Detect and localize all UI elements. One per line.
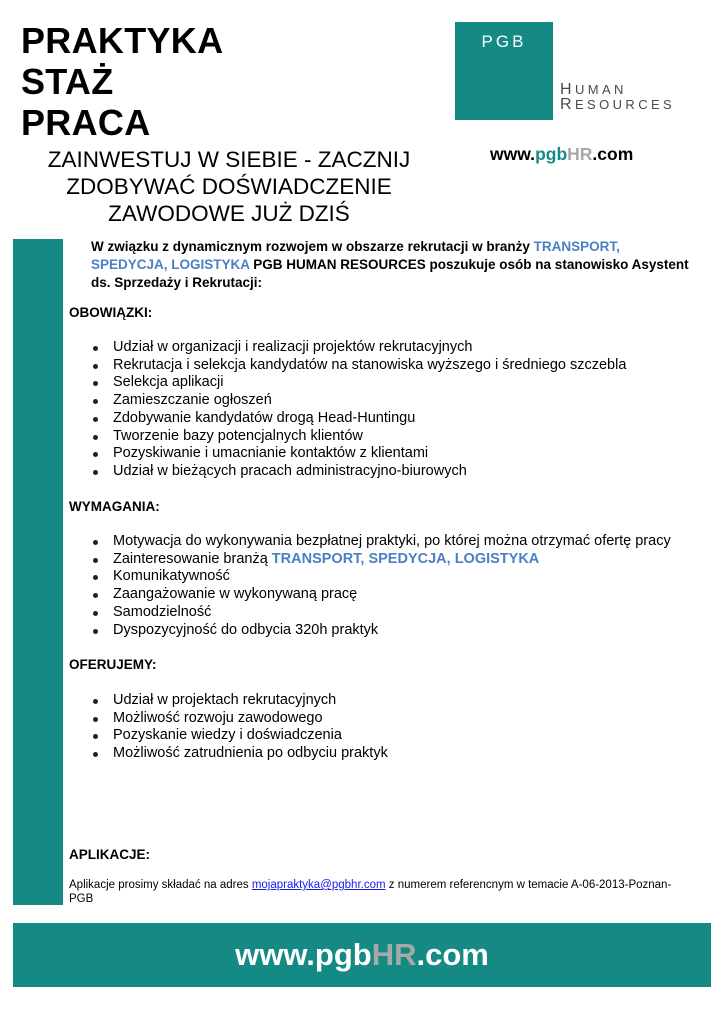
website-link-top[interactable]: www.pgbHR.com bbox=[490, 144, 634, 164]
list-item: Motywacja do wykonywania bezpłatnej praktyki, po której można otrzymać ofertę pracy bbox=[91, 533, 671, 551]
list-item: Zainteresowanie branżą TRANSPORT, SPEDYCJA, LOGISTYKA bbox=[91, 551, 671, 569]
logo-word-resources: RESOURCES bbox=[560, 96, 676, 113]
list-item: Udział w projektach rekrutacyjnych bbox=[91, 692, 388, 710]
tagline-line: ZAWODOWE JUŻ DZIŚ bbox=[108, 201, 350, 226]
oferujemy-list bbox=[91, 692, 388, 763]
list-item: Selekcja aplikacji bbox=[91, 374, 626, 392]
tagline-line: ZDOBYWAĆ DOŚWIADCZENIE bbox=[66, 174, 392, 199]
sidebar-accent-bar bbox=[13, 239, 63, 905]
pgb-logo bbox=[455, 22, 553, 120]
intro-paragraph: W związku z dynamicznym rozwojem w obszarze rekrutacji w branży TRANSPORT, SPEDYCJA, LOGISTYKA PGB HUMAN RESOURCES poszukuje osób na stanowisko Asystent ds. Sprzedaży i Rekrutacji: bbox=[91, 239, 689, 290]
list-item: Zamieszczanie ogłoszeń bbox=[91, 392, 626, 410]
headline bbox=[21, 20, 223, 143]
footer-banner bbox=[13, 923, 711, 987]
list-item: Udział w organizacji i realizacji projektów rekrutacyjnych bbox=[91, 339, 626, 357]
headline-line: STAŻ bbox=[21, 61, 114, 102]
section-title-obowiazki: OBOWIĄZKI: bbox=[69, 305, 153, 320]
list-item: Rekrutacja i selekcja kandydatów na stanowiska wyższego i średniego szczebla bbox=[91, 357, 626, 375]
tagline-line: ZAINWESTUJ W SIEBIE - ZACZNIJ bbox=[47, 147, 411, 172]
list-item: Zaangażowanie w wykonywaną pracę bbox=[91, 586, 671, 604]
list-item: Zdobywanie kandydatów drogą Head-Huntingu bbox=[91, 410, 626, 428]
industry-highlight: TRANSPORT, SPEDYCJA, LOGISTYKA bbox=[271, 550, 540, 567]
list-item: Możliwość zatrudnienia po odbyciu praktyk bbox=[91, 745, 388, 763]
application-email-link[interactable]: mojapraktyka@pgbhr.com bbox=[251, 879, 386, 891]
tagline bbox=[24, 146, 434, 227]
list-item: Dyspozycyjność do odbycia 320h praktyk bbox=[91, 622, 671, 640]
application-instructions: Aplikacje prosimy składać na adres mojapraktyka@pgbhr.com z numerem referencnym w temacie A-06-2013-Poznan-PGB bbox=[69, 879, 672, 905]
list-item: Możliwość rozwoju zawodowego bbox=[91, 710, 388, 728]
wymagania-list bbox=[91, 533, 671, 639]
headline-line: PRAKTYKA bbox=[21, 20, 224, 61]
list-item: Pozyskanie wiedzy i doświadczenia bbox=[91, 727, 388, 745]
list-item: Pozyskiwanie i umacnianie kontaktów z klientami bbox=[91, 445, 626, 463]
logo-word-human: HUMAN bbox=[560, 81, 627, 98]
logo-wordmark bbox=[560, 82, 675, 112]
section-title-aplikacje: APLIKACJE: bbox=[69, 847, 151, 862]
headline-line: PRACA bbox=[21, 102, 151, 143]
list-item: Tworzenie bazy potencjalnych klientów bbox=[91, 428, 626, 446]
section-title-wymagania: WYMAGANIA: bbox=[69, 499, 160, 514]
industry-highlight: TRANSPORT, SPEDYCJA, LOGISTYKA bbox=[91, 239, 620, 272]
obowiazki-list bbox=[91, 339, 626, 481]
logo-abbreviation: PGB bbox=[481, 32, 527, 51]
list-item: Samodzielność bbox=[91, 604, 671, 622]
list-item: Udział w bieżących pracach administracyjno-biurowych bbox=[91, 463, 626, 481]
section-title-oferujemy: OFERUJEMY: bbox=[69, 657, 157, 672]
list-item: Komunikatywność bbox=[91, 568, 671, 586]
website-link-footer[interactable]: www.pgbHR.com bbox=[235, 937, 489, 972]
